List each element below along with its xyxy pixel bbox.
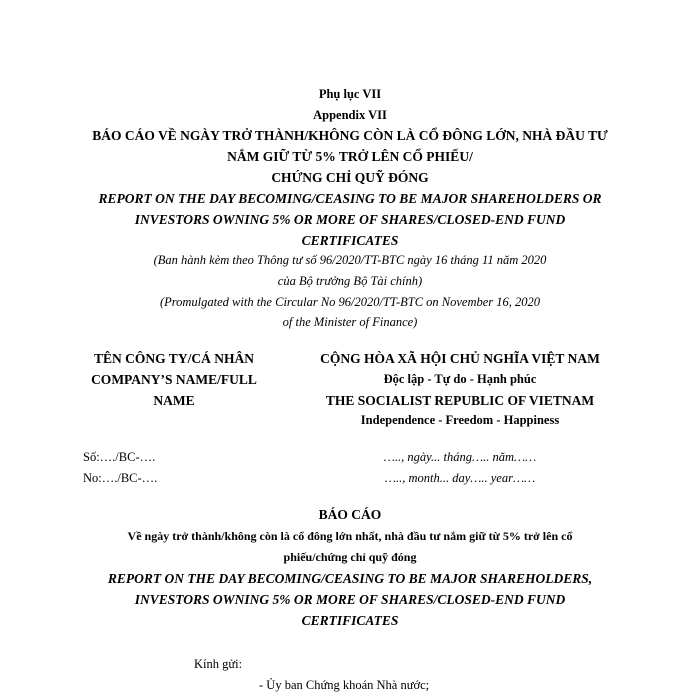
republic-name-vi: CỘNG HÒA XÃ HỘI CHỦ NGHĨA VIỆT NAM — [320, 351, 600, 366]
document-number-en: No:…./BC-…. — [83, 471, 158, 485]
issued-en-line-1: (Promulgated with the Circular No 96/2020/TT-BTC on November 16, 2020 — [159, 295, 541, 309]
report-subject-vi-line-2: phiếu/chứng chỉ quỹ đóng — [283, 550, 417, 564]
title-en-line-2: INVESTORS OWNING 5% OR MORE OF SHARES/CLOSED-END FUND — [134, 212, 566, 227]
report-subject-en-line-2: INVESTORS OWNING 5% OR MORE OF SHARES/CLOSED-END FUND — [134, 592, 566, 607]
issued-en-line-2: of the Minister of Finance) — [282, 315, 418, 329]
document-number-vi: Số:…./BC-…. — [83, 450, 156, 464]
date-line-en: ….., month... day….. year…… — [384, 471, 536, 485]
title-en-line-3: CERTIFICATES — [301, 233, 399, 248]
addressee-item: - Ủy ban Chứng khoán Nhà nước; — [259, 678, 430, 692]
title-en-line-1: REPORT ON THE DAY BECOMING/CEASING TO BE MAJOR SHAREHOLDERS OR — [98, 191, 602, 206]
issued-vi-line-2: của Bộ trưởng Bộ Tài chính) — [277, 274, 423, 288]
company-name-vi: TÊN CÔNG TY/CÁ NHÂN — [94, 351, 254, 366]
appendix-en: Appendix VII — [313, 108, 387, 122]
report-subject-en-line-1: REPORT ON THE DAY BECOMING/CEASING TO BE MAJOR SHAREHOLDERS, — [107, 571, 593, 586]
addressee-label: Kính gửi: — [194, 657, 243, 671]
report-subject-vi-line-1: Về ngày trở thành/không còn là cổ đông lớn nhất, nhà đầu tư nắm giữ từ 5% trở lên cổ — [127, 529, 573, 543]
company-name-en-line-1: COMPANY’S NAME/FULL — [91, 372, 257, 387]
republic-name-en: THE SOCIALIST REPUBLIC OF VIETNAM — [325, 393, 595, 408]
company-name-en-line-2: NAME — [153, 393, 195, 408]
motto-vi: Độc lập - Tự do - Hạnh phúc — [383, 372, 537, 386]
appendix-vi: Phụ lục VII — [318, 87, 382, 101]
report-heading: BÁO CÁO — [318, 507, 382, 522]
title-vi-line-2: NẮM GIỮ TỪ 5% TRỞ LÊN CỔ PHIẾU/ — [227, 149, 473, 164]
issued-vi-line-1: (Ban hành kèm theo Thông tư số 96/2020/TT-BTC ngày 16 tháng 11 năm 2020 — [153, 253, 547, 267]
title-vi-line-1: BÁO CÁO VỀ NGÀY TRỞ THÀNH/KHÔNG CÒN LÀ CỔ ĐÔNG LỚN, NHÀ ĐẦU TƯ — [92, 128, 608, 143]
report-subject-en-line-3: CERTIFICATES — [301, 613, 399, 628]
date-line-vi: ….., ngày... tháng….. năm…… — [383, 450, 537, 464]
title-vi-line-3: CHỨNG CHỈ QUỸ ĐÓNG — [271, 170, 429, 185]
motto-en: Independence - Freedom - Happiness — [360, 413, 560, 427]
